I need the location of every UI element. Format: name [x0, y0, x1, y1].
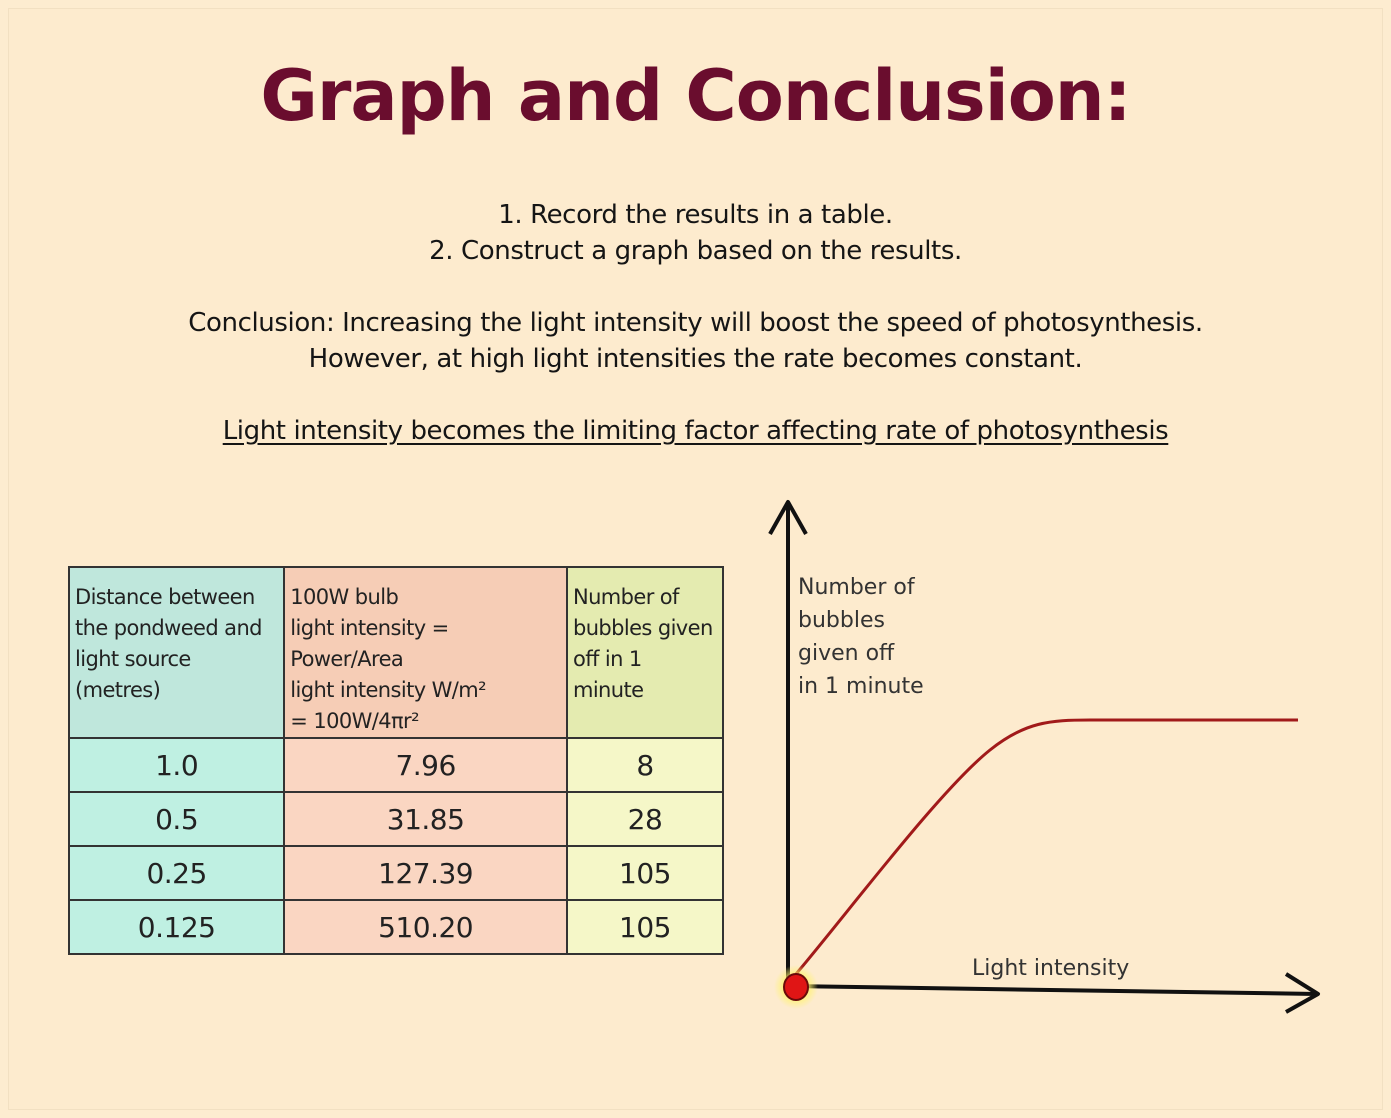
header-bubbles: Number of bubbles given off in 1 minute [567, 567, 723, 738]
cell-bubbles: 28 [567, 792, 723, 846]
header-distance: Distance between the pondweed and light source (metres) [69, 567, 284, 738]
x-axis [788, 986, 1318, 994]
step-1: 1. Record the results in a table. [498, 200, 893, 230]
origin-marker [784, 974, 808, 1000]
cell-intensity: 31.85 [284, 792, 567, 846]
cell-distance: 0.125 [69, 900, 284, 954]
table-row [69, 846, 723, 900]
y-axis-label-line-4: in 1 minute [798, 674, 924, 699]
cell-bubbles: 105 [567, 846, 723, 900]
cell-distance: 0.25 [69, 846, 284, 900]
table-row [69, 738, 723, 792]
table-header-row [69, 567, 723, 738]
table-row [69, 792, 723, 846]
results-table [68, 566, 724, 955]
conclusion-line-2: However, at high light intensities the rate becomes constant. [308, 344, 1083, 374]
cell-bubbles: 8 [567, 738, 723, 792]
cell-distance: 0.5 [69, 792, 284, 846]
y-axis-label-line-2: bubbles [798, 608, 885, 633]
rate-vs-light-graph [740, 490, 1340, 1030]
cell-intensity: 127.39 [284, 846, 567, 900]
table-row [69, 900, 723, 954]
cell-intensity: 510.20 [284, 900, 567, 954]
rate-curve [796, 720, 1298, 974]
cell-intensity: 7.96 [284, 738, 567, 792]
y-axis-label-line-3: given off [798, 641, 895, 666]
x-axis-label: Light intensity [972, 956, 1130, 981]
y-axis-label-line-1: Number of [798, 575, 915, 600]
cell-distance: 1.0 [69, 738, 284, 792]
conclusion-line-1: Conclusion: Increasing the light intensity will boost the speed of photosynthesis. [188, 308, 1203, 338]
header-light-intensity: 100W bulb light intensity = Power/Area light intensity W/m² = 100W/4πr² [284, 567, 567, 738]
step-2: 2. Construct a graph based on the results. [429, 236, 962, 266]
limiting-factor-statement: Light intensity becomes the limiting factor affecting rate of photosynthesis [222, 416, 1169, 446]
page-title: Graph and Conclusion: [260, 55, 1131, 137]
cell-bubbles: 105 [567, 900, 723, 954]
